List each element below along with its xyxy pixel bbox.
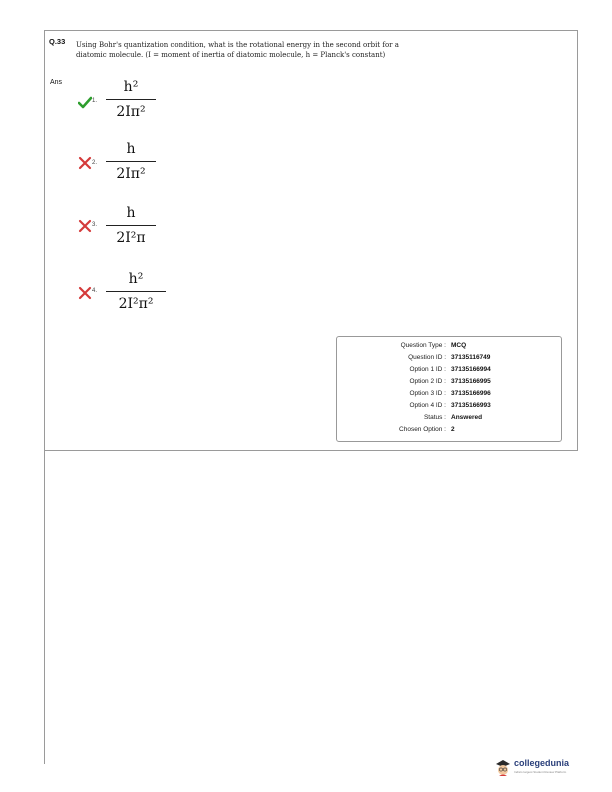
info-value: 37135166996	[451, 390, 491, 397]
option-1-denominator: 2Iπ²	[116, 104, 146, 120]
fraction-bar	[106, 99, 156, 100]
question-text: Using Bohr's quantization condition, what is the rotational energy in the second orbit for a diatomic molecule. (I = moment of inertia of diatomic molecule, h = Planck's constant)	[76, 41, 399, 59]
cross-icon	[78, 156, 92, 170]
info-value: 37135166995	[451, 378, 491, 385]
info-label: Option 4 ID :	[409, 402, 446, 409]
logo-name: collegedunia	[514, 758, 570, 768]
info-row-option3-id	[337, 390, 561, 401]
cross-icon	[78, 219, 92, 233]
option-3[interactable]	[78, 204, 188, 254]
option-2-fraction	[106, 140, 156, 183]
option-4-denominator: 2I²π²	[118, 296, 154, 312]
option-4-index: 4.	[92, 288, 98, 294]
frame-divider	[44, 450, 578, 451]
info-value: 2	[451, 426, 455, 433]
option-3-numerator: h	[126, 205, 136, 221]
info-label: Chosen Option :	[399, 426, 446, 433]
fraction-bar	[106, 225, 156, 226]
fraction-bar	[106, 291, 166, 292]
info-value: Answered	[451, 414, 483, 421]
info-label: Status :	[423, 414, 446, 421]
info-row-option2-id	[337, 378, 561, 389]
info-row-option4-id	[337, 402, 561, 413]
info-row-question-id	[337, 354, 561, 365]
collegedunia-logo	[494, 756, 574, 780]
fraction-bar	[106, 161, 156, 162]
frame-left-border	[44, 30, 45, 764]
info-row-status	[337, 414, 561, 425]
info-label: Question Type :	[400, 342, 446, 349]
info-value: 37135116749	[451, 354, 491, 361]
frame-top-border	[44, 30, 578, 31]
answer-label: Ans	[50, 79, 63, 86]
info-label: Option 3 ID :	[409, 390, 446, 397]
info-row-option1-id	[337, 366, 561, 377]
info-label: Option 1 ID :	[409, 366, 446, 373]
question-number: Q.33	[49, 37, 66, 46]
option-4-numerator: h²	[128, 271, 144, 287]
option-2[interactable]	[78, 140, 188, 190]
option-4[interactable]	[78, 270, 188, 320]
check-icon	[78, 96, 92, 110]
option-2-denominator: 2Iπ²	[116, 166, 146, 182]
info-row-question-type	[337, 342, 561, 353]
logo-tagline: India's largest Student Review Platform	[514, 770, 567, 774]
option-1-fraction	[106, 78, 156, 121]
option-4-fraction	[106, 270, 166, 313]
frame-right-border	[577, 30, 578, 450]
option-1-numerator: h²	[123, 79, 139, 95]
mascot-icon	[494, 758, 512, 778]
info-label: Question ID :	[408, 354, 446, 361]
option-3-fraction	[106, 204, 156, 247]
option-3-index: 3.	[92, 222, 98, 228]
option-1-index: 1.	[92, 98, 98, 104]
info-value: 37135166994	[451, 366, 491, 373]
info-row-chosen-option	[337, 426, 561, 437]
option-2-index: 2.	[92, 160, 98, 166]
info-value: 37135166993	[451, 402, 491, 409]
option-1[interactable]	[78, 78, 188, 128]
info-label: Option 2 ID :	[409, 378, 446, 385]
option-2-numerator: h	[126, 141, 136, 157]
question-info-panel	[336, 336, 562, 442]
option-3-denominator: 2I²π	[116, 230, 146, 246]
cross-icon	[78, 286, 92, 300]
info-value: MCQ	[451, 342, 467, 349]
